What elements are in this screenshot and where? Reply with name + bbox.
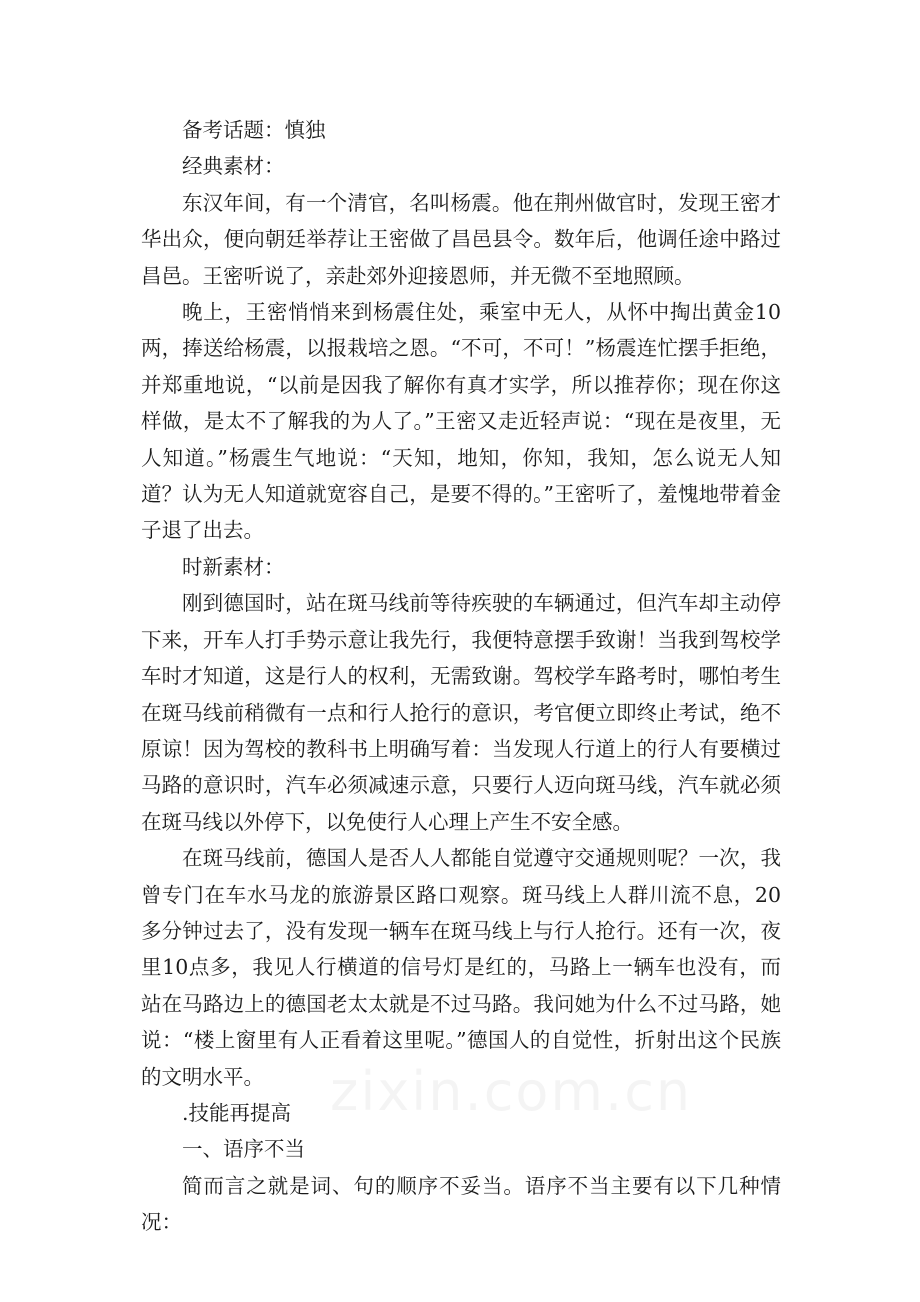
modern-paragraph-2: 在斑马线前，德国人是否人人都能自觉遵守交通规则呢？一次，我曾专门在车水马龙的旅游景区路口观察。斑马线上人群川流不息，20多分钟过去了，没有发现一辆车在斑马线上与行人抢行。还有一次，夜里10点多，我见人行横道的信号灯是红的，马路上一辆车也没有，而站在马路边上的德国老太太就是不过马路。我问她为什么不过马路，她说：“楼上窗里有人正看着这里呢。”德国人的自觉性，折射出这个民族的文明水平。 [141,846,781,1089]
section-heading: 一、语序不当 [182,1137,305,1162]
modern-material-label: 时新素材： [182,554,285,579]
topic-heading: 备考话题：慎独 [182,118,326,142]
skill-heading: .技能再提高 [182,1100,292,1125]
modern-paragraph-1: 刚到德国时，站在斑马线前等待疾驶的车辆通过，但汽车却主动停下来，开车人打手势示意让我先行，我便特意摆手致谢！当我到驾校学车时才知道，这是行人的权利，无需致谢。驾校学车路考时，哪怕考生在斑马线前稍微有一点和行人抢行的意识，考官便立即终止考试，绝不原谅！因为驾校的教科书上明确写着：当发现人行道上的行人有要横过马路的意识时，汽车必须减速示意，只要行人迈向斑马线，汽车就必须在斑马线以外停下，以免使行人心理上产生不安全感。 [141,591,781,834]
classic-paragraph-1: 东汉年间，有一个清官，名叫杨震。他在荆州做官时，发现王密才华出众，便向朝廷举荐让王密做了昌邑县令。数年后，他调任途中路过昌邑。王密听说了，亲赴郊外迎接恩师，并无微不至地照顾。 [141,190,781,288]
classic-material-label: 经典素材： [182,154,285,179]
classic-paragraph-2: 晚上，王密悄悄来到杨震住处，乘室中无人，从怀中掏出黄金10两，捧送给杨震，以报栽培之恩。“不可，不可！”杨震连忙摆手拒绝，并郑重地说，“以前是因我了解你有真才实学，所以推荐你；现在你这样做，是太不了解我的为人了。”王密又走近轻声说：“现在是夜里，无人知道。”杨震生气地说：“天知，地知，你知，我知，怎么说无人知道？认为无人知道就宽容自己，是要不得的。”王密听了，羞愧地带着金子退了出去。 [141,300,781,543]
document-page [141,112,781,1241]
section-paragraph-1: 简而言之就是词、句的顺序不妥当。语序不当主要有以下几种情况： [141,1173,781,1235]
